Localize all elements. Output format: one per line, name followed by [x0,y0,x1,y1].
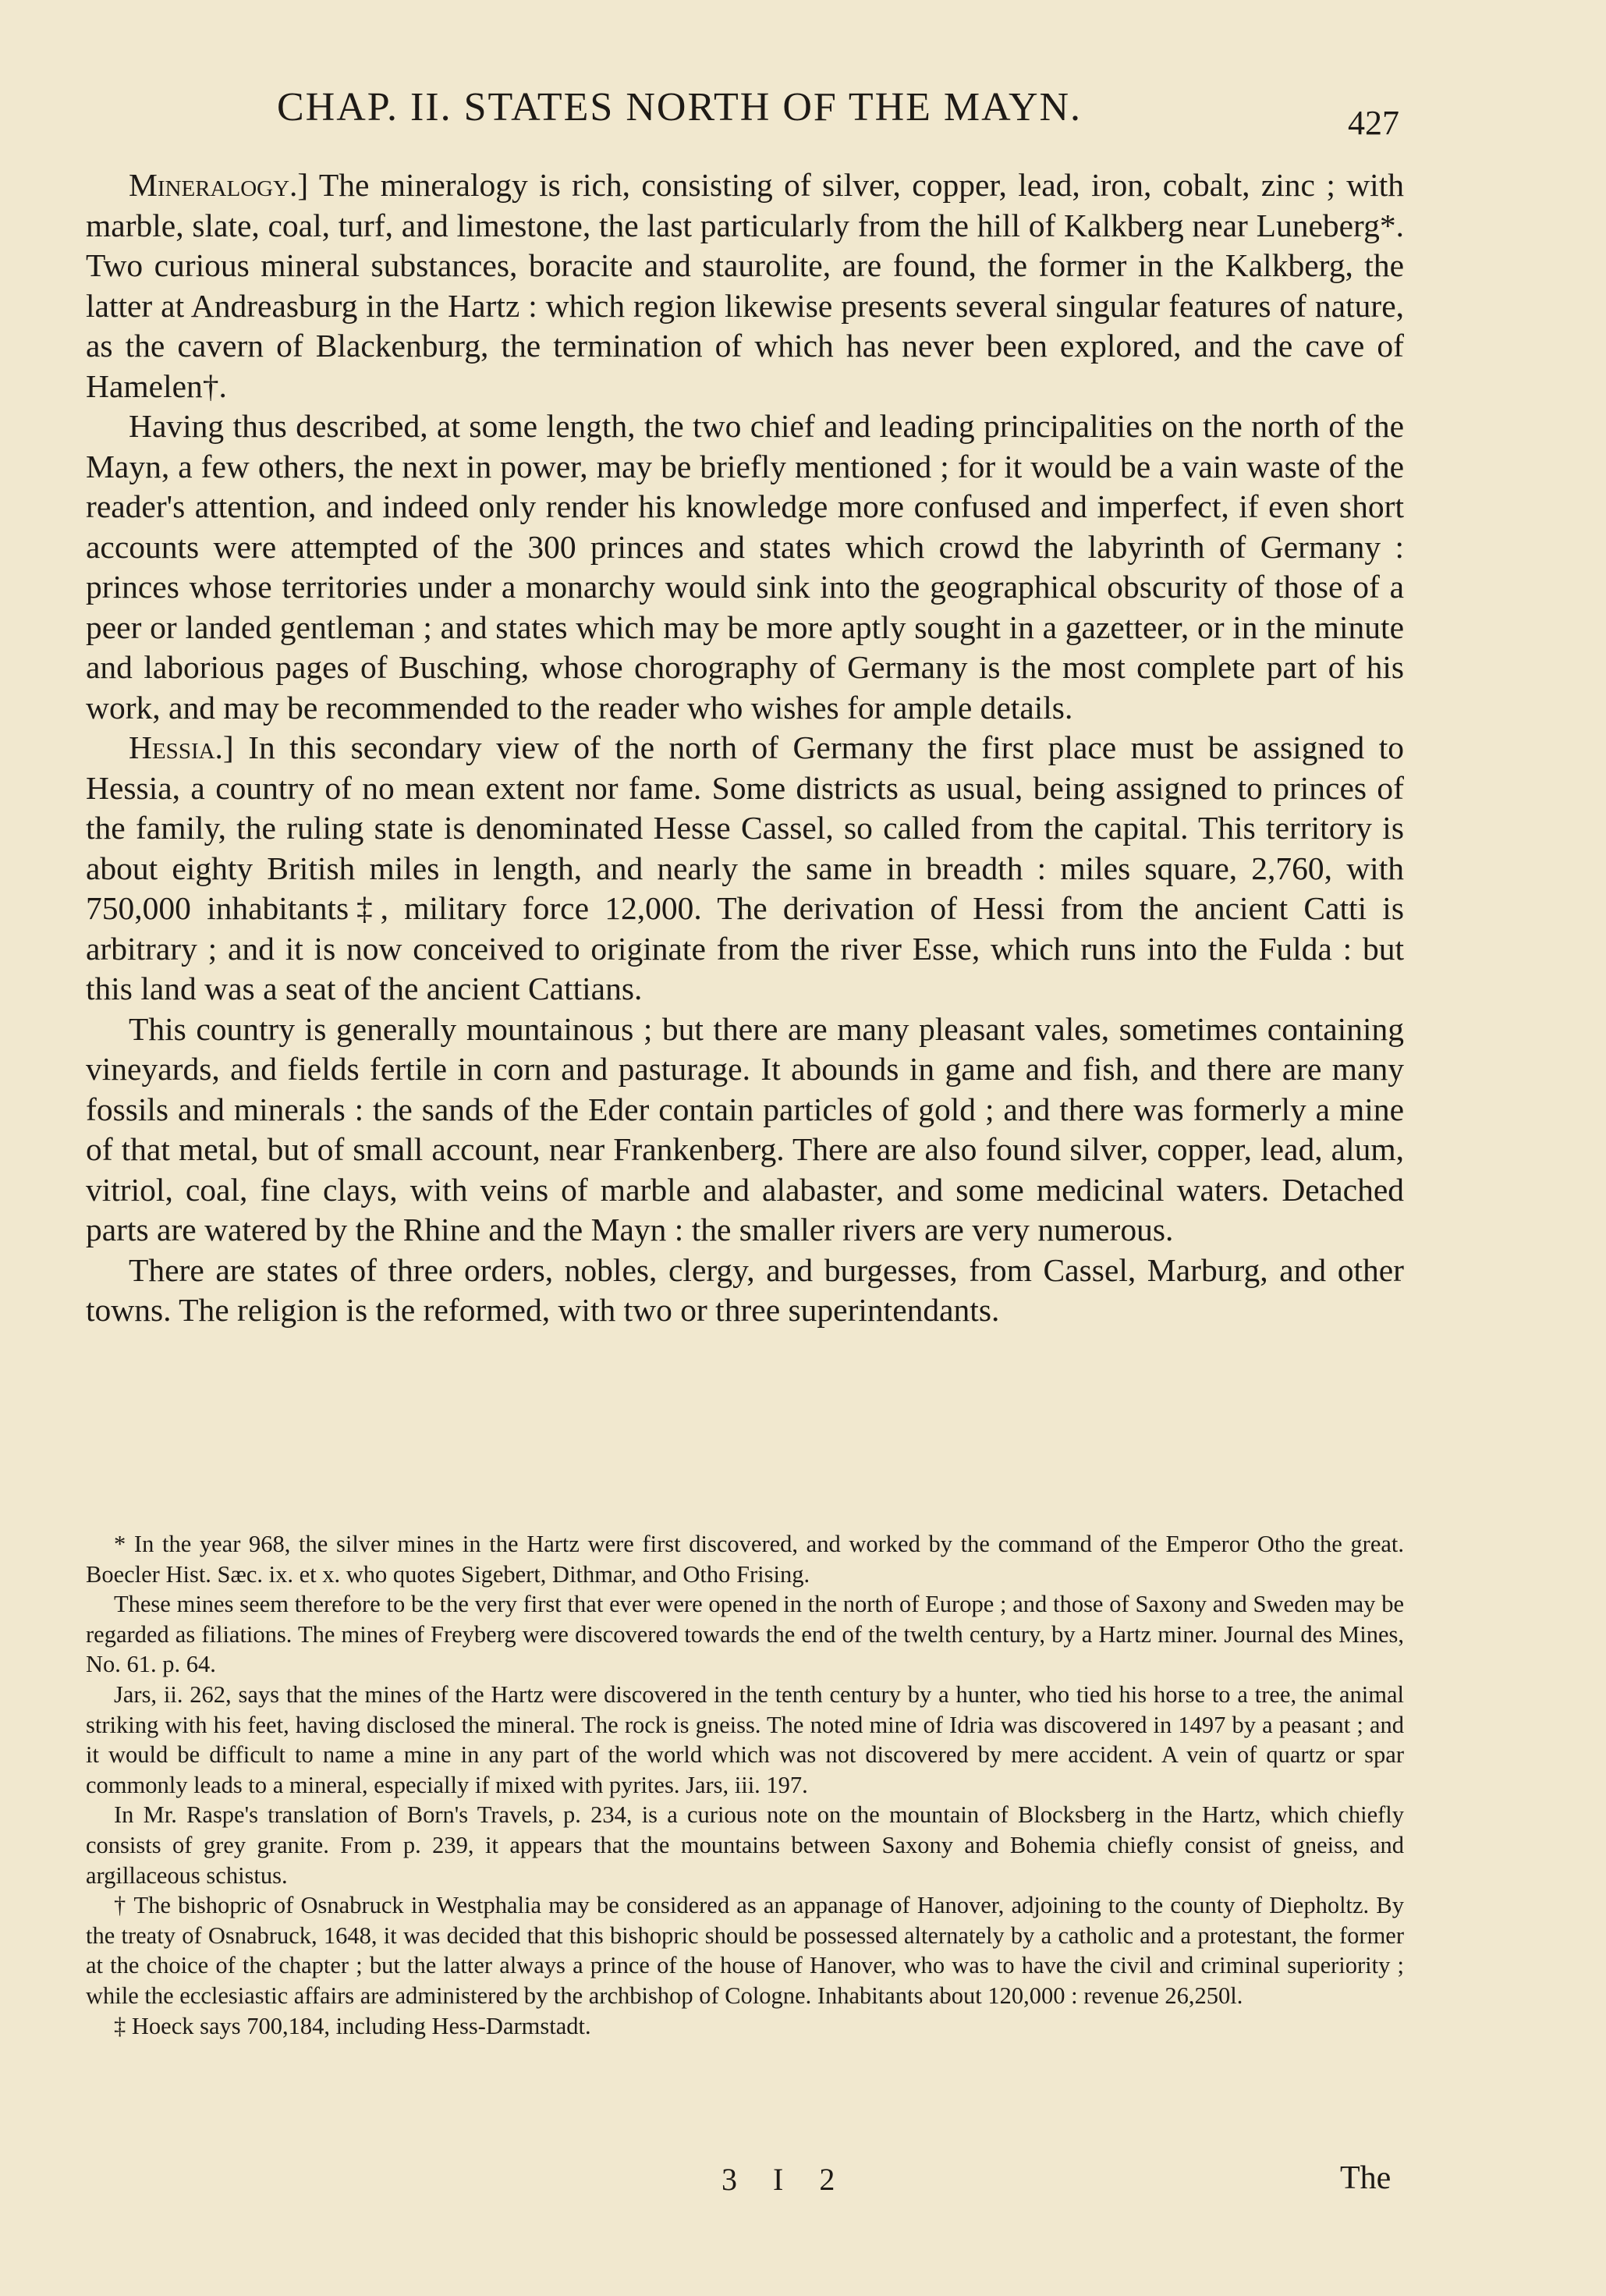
sidehead-mineralogy: Mineralogy.] [129,167,309,203]
footnote-continuation: These mines seem therefore to be the very first that ever were opened in the north of Europe ; and those of Saxony and Sweden may be regarded as filiations. The mines of Freyberg were discovered towards the end of the twelth century, by a Hartz miner. Journal des Mines, No. 61. p. 64. [86,1591,1404,1678]
footnote-star: * In the year 968, the silver mines in the Hartz were first discovered, and worked by the command of the Emperor Otho the great. Boecler Hist. Sæc. ix. et x. who quotes Sigebert, Dithmar, and Otho Frising. [86,1531,1404,1588]
page-number: 427 [1348,104,1399,142]
paragraph-text: The mineralogy is rich, consisting of silver, copper, lead, iron, cobalt, zinc ; with marble, slate, coal, turf, and limestone, the last particularly from the hill of Kalkberg near Luneberg*. Two curious mineral substances, boracite and staurolite, are found, the former in the Kalkberg, the latter at Andreasburg in the Hartz : which region likewise presents several singular features of nature, as the cavern of Blackenburg, the termination of which has never been explored, and the cave of Hamelen†. [86,167,1404,404]
main-text [86,165,1404,1331]
paragraph-text: There are states of three orders, nobles, clergy, and burgesses, from Cassel, Marburg, and other towns. The religion is the reformed, with two or three superintendants. [86,1251,1404,1328]
paragraph-country [86,1010,1404,1251]
footnote-continuation: In Mr. Raspe's translation of Born's Travels, p. 234, is a curious note on the mountain of Blocksberg in the Hartz, which chiefly consists of grey granite. From p. 239, it appears that the mountains between Saxony and Bohemia chiefly consist of gneiss, and argillaceous schistus. [86,1801,1404,1889]
footnote-double-dagger: ‡ Hoeck says 700,184, including Hess-Darmstadt. [114,2012,591,2039]
paragraph-text: In this secondary view of the north of Germany the first place must be assigned to Hessia, a country of no mean extent nor fame. Some districts as usual, being assigned to princes of the family, the ruling state is denominated Hesse Cassel, so called from the capital. This territory is about eighty British miles in length, and nearly the same in breadth : miles square, 2,760, with 750,000 inhabitants‡, military force 12,000. The derivation of Hessi from the ancient Catti is arbitrary ; and it is now conceived to originate from the river Esse, which runs into the Fulda : but this land was a seat of the ancient Cattians. [86,729,1405,1006]
footnote-dagger: † The bishopric of Osnabruck in Westphalia may be considered as an appanage of Hanover, adjoining to the county of Diepholtz. By the treaty of Osnabruck, 1648, it was decided that this bishopric should be possessed alternately by a catholic and a protestant, the former at the choice of the chapter ; but the latter always a prince of the house of Hanover, who was to have the civil and criminal superiority ; while the ecclesiastic affairs are administered by the archbishop of Cologne. Inhabitants about 120,000 : revenue 26,250l. [86,1892,1404,2009]
catchword: The [1340,2160,1392,2196]
running-head: CHAP. II. STATES NORTH OF THE MAYN. [277,85,1083,130]
footnotes [86,1529,1404,2041]
sidehead-hessia: Hessia.] [129,729,234,765]
printer-signature: 3 I 2 [721,2162,849,2197]
paragraph-mineralogy [86,165,1404,406]
paragraph-principalities [86,406,1404,728]
paragraph-text: This country is generally mountainous ; but there are many pleasant vales, sometimes containing vineyards, and fields fertile in corn and pasturage. It abounds in game and fish, and there are many fossils and minerals : the sands of the Eder contain particles of gold ; and there was formerly a mine of that metal, but of small account, near Frankenberg. There are also found silver, copper, lead, alum, vitriol, coal, fine clays, with veins of marble and alabaster, and some medicinal waters. Detached parts are watered by the Rhine and the Mayn : the smaller rivers are very numerous. [86,1010,1404,1247]
footnote-continuation: Jars, ii. 262, says that the mines of the Hartz were discovered in the tenth century by a hunter, who tied his horse to a tree, the animal striking with his feet, having disclosed the mineral. The rock is gneiss. The noted mine of Idria was discovered in 1497 by a peasant ; and it would be difficult to name a mine in any part of the world which was not discovered by mere accident. A vein of quartz or spar commonly leads to a mineral, especially if mixed with pyrites. Jars, iii. 197. [86,1680,1404,1798]
paragraph-states [86,1251,1404,1331]
paragraph-hessia [86,728,1404,1010]
paragraph-text: Having thus described, at some length, the two chief and leading principalities on the north of the Mayn, a few others, the next in power, may be briefly mentioned ; for it would be a vain waste of the reader's attention, and indeed only render his knowledge more confused and imperfect, if even short accounts were attempted of the 300 princes and states which crowd the labyrinth of Germany : princes whose territories under a monarchy would sink into the geographical obscurity of those of a peer or landed gentleman ; and states which may be more aptly sought in a gazetteer, or in the minute and laborious pages of Busching, whose chorography of Germany is the most complete part of his work, and may be recommended to the reader who wishes for ample details. [86,408,1404,726]
